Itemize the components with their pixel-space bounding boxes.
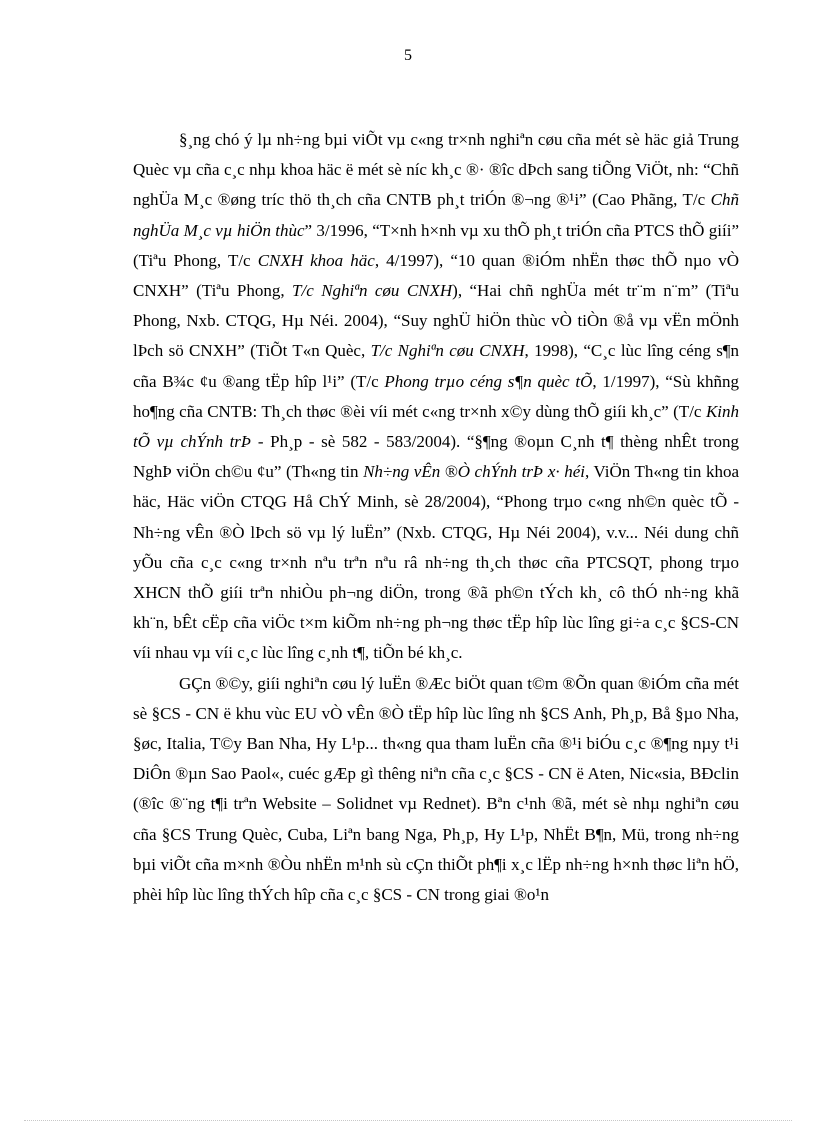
body-text [133, 125, 739, 910]
text-run: - Ph¸p - sè 582 - 583/2004). “§¶ng ®oµn C¸nh t¶ thèng nhÊt trong NghÞ viÖn ch©u ¢u” (Th«ng tin [133, 432, 739, 482]
italic-citation: T/c Nghiªn cøu CNXH [292, 281, 453, 301]
italic-citation: CNXH khoa häc [257, 250, 375, 270]
italic-citation: T/c Nghiªn cøu CNXH [370, 341, 525, 361]
page-bottom-divider [24, 1120, 792, 1121]
italic-citation: Chñ nghÜa M¸c vµ hiÖn thùc [133, 190, 739, 240]
italic-citation: Phong trµo céng s¶n quèc tÕ [384, 371, 593, 391]
italic-citation: Kinh tÕ vµ chÝnh trÞ [133, 401, 739, 452]
text-run: , 4/1997), “10 quan ®iÓm nhËn thøc thÕ nµo vÒ CNXH” (Tiªu Phong, [133, 250, 740, 301]
text-run: ), “Hai chñ nghÜa mét tr¨m n¨m” (Tiªu Phong, Nxb. CTQG, Hµ Néi. 2004), “Suy nghÜ hiÖn thùc vÒ tiÒn ®å vµ vËn mÖnh lÞch sö CNXH” (TiÕt T«n Quèc, [133, 281, 740, 361]
text-run: , 1998), “C¸c lùc lîng céng s¶n cña B¾c ¢u ®ang tËp hîp l¹i” (T/c [133, 341, 740, 391]
text-run: , ViÖn Th«ng tin khoa häc, Häc viÖn CTQG Hå ChÝ Minh, sè 28/2004), “Phong trµo c«ng nh©n quèc tÕ - Nh÷ng vÊn ®Ò lÞch sö vµ lý luËn” (Nxb. CTQG, Hµ Néi 2004), v.v... Néi dung chñ yÕu cña c¸c c«ng tr×nh nªu trªn nªu râ nh÷ng th¸ch thøc cña PTCSQT, phong trµo XHCN thÕ giíi trªn nhiÒu ph¬ng diÖn, trong ®ã ph©n tÝch kh¸ cô thÓ nh÷ng khã kh¨n, bÊt cËp cña viÖc t×m kiÕm nh÷ng ph¬ng thøc tËp hîp lùc lîng gi÷a c¸c §CS-CN víi nhau vµ víi c¸c lùc lîng c¸nh t¶, tiÕn bé kh¸c. [133, 462, 739, 663]
italic-citation: Nh÷ng vÊn ®Ò chÝnh trÞ x· héi [363, 462, 585, 482]
text-run: §¸ng chó ý lµ nh÷ng bµi viÕt vµ c«ng tr×nh nghiªn cøu cña mét sè häc giả Trung Quèc vµ cña c¸c nhµ khoa häc ë mét sè níc kh¸c ®· ®îc dÞch sang tiÕng ViÖt, nh: “Chñ nghÜa M¸c ®øng tríc thö th¸ch cña CNTB ph¸t triÓn ®¬ng ®¹i” (Cao Phãng, T/c [133, 130, 739, 210]
text-run: ” 3/1996, “T×nh h×nh vµ xu thÕ ph¸t triÓn cña PTCS thÕ giíi” (Tiªu Phong, T/c [133, 220, 739, 270]
paragraph-2 [133, 669, 739, 911]
text-run: GÇn ®©y, giíi nghiªn cøu lý luËn ®Æc biÖt quan t©m ®Õn quan ®iÓm cña mét sè §CS - CN ë khu vùc EU vÒ vÊn ®Ò tËp hîp lùc lîng nh §CS Anh, Ph¸p, Bå §µo Nha, §øc, Italia, T©y Ban Nha, Hy L¹p... th«ng qua tham luËn cña ®¹i biÓu c¸c ®¶ng nµy t¹i DiÔn ®µn Sao Paol«, cuéc gÆp gì thêng niªn cña c¸c §CS - CN ë Aten, Nic«sia, BÐclin (®îc ®¨ng t¶i trªn Website – Solidnet vµ Rednet). Bªn c¹nh ®ã, mét sè nhµ nghiªn cøu cña §CS Trung Quèc, Cuba, Liªn bang Nga, Ph¸p, Hy L¹p, NhËt B¶n, Mü, trong nh÷ng bµi viÕt cña m×nh ®Òu nhËn m¹nh sù cÇn thiÕt ph¶i x¸c lËp nh÷ng h×nh thøc liªn hÖ, phèi hîp lùc lîng thÝch hîp cña c¸c §CS - CN trong giai ®o¹n [133, 673, 739, 905]
text-run: , 1/1997), “Sù khñng ho¶ng cña CNTB: Th¸ch thøc ®èi víi mét c«ng tr×nh x©y dùng thÕ giíi kh¸c” (T/c [133, 371, 739, 421]
page-number: 5 [404, 47, 412, 64]
paragraph-1 [133, 125, 739, 669]
